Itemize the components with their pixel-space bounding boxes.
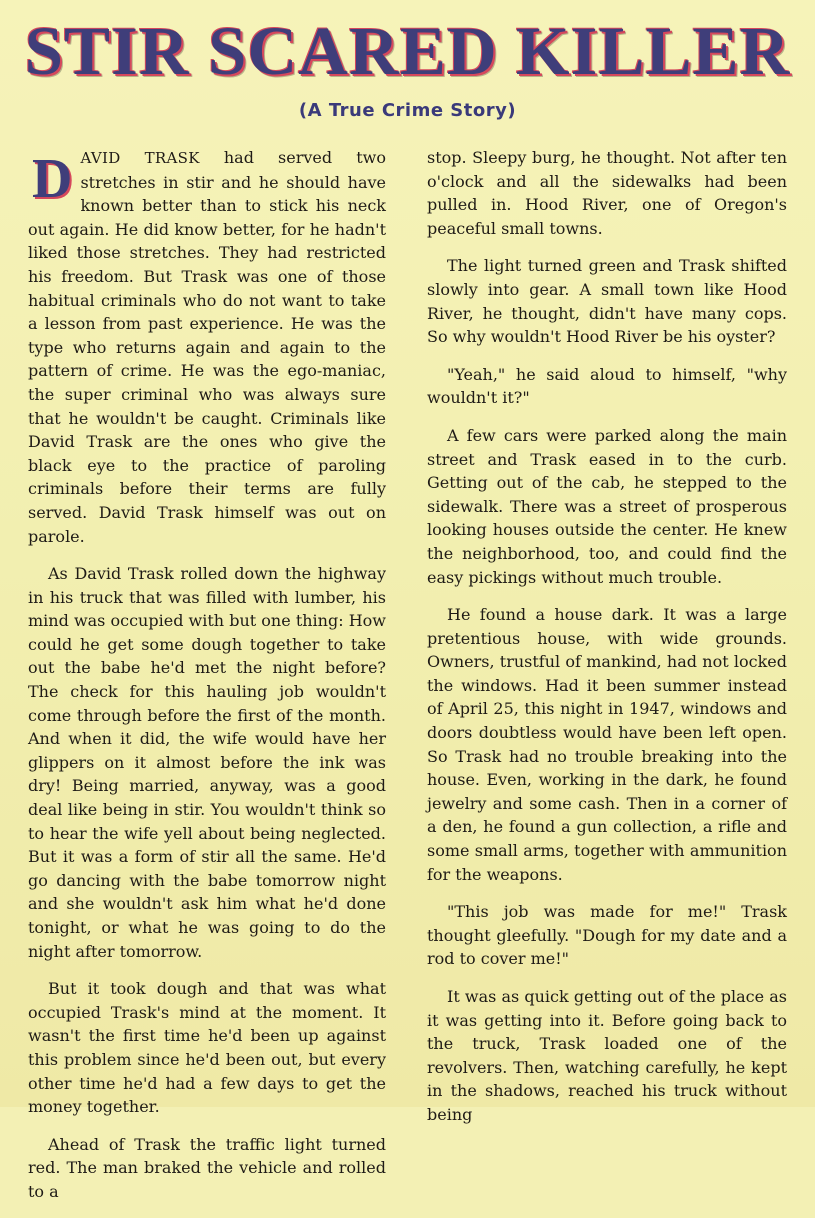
story-title: STIR SCARED KILLER [24, 13, 791, 89]
left-column [28, 146, 386, 1218]
right-column [427, 146, 787, 1127]
paragraph-text: had served two stretches in stir and he should have known better than to stick his neck out again. He did know better, for he hadn't liked those stretches. They had restricted his freedom. But Trask was one of those habitual criminals who do not want to take a lesson from past experience. He was the type who returns again and again to the pattern of crime. He was the ego-maniac, the super criminal who was always sure that he wouldn't be caught. Criminals like David Trask are the ones who give the black eye to the practice of paroling criminals before their terms are fully served. David Trask himself was out on parole. [28, 148, 386, 546]
drop-cap: D [32, 148, 73, 210]
paragraph: A few cars were parked along the main street and Trask eased in to the curb. Getting out of the cab, he stepped to the sidewalk. There was a street of prosperous looking houses outside the center. He knew the neighborhood, too, and could find the easy pickings without much trouble. [427, 425, 787, 587]
paragraph: "This job was made for me!" Trask thought gleefully. "Dough for my date and a rod to cover me!" [427, 902, 787, 969]
paragraph: stop. Sleepy burg, he thought. Not after ten o'clock and all the sidewalks had been pulled in. Hood River, one of Oregon's peaceful small towns. [427, 148, 787, 238]
paragraph: It was as quick getting out of the place as it was getting into it. Before going back to the truck, Trask loaded one of the revolvers. Then, watching carefully, he kept in the shadows, reached his truck without being [427, 987, 787, 1124]
paragraph: But it took dough and that was what occupied Trask's mind at the moment. It wasn't the first time he'd been up against this problem since he'd been out, but every other time he'd had a few days to get the money together. [28, 979, 386, 1117]
story-subtitle: (A True Crime Story) [298, 100, 517, 121]
paragraph: The light turned green and Trask shifted slowly into gear. A small town like Hood River, he thought, didn't have many cops. So why wouldn't Hood River be his oyster? [427, 256, 787, 347]
paragraph: Ahead of Trask the traffic light turned red. The man braked the vehicle and rolled to a [28, 1134, 386, 1201]
opening-caps: AVID TRASK [80, 149, 200, 167]
paragraph: He found a house dark. It was a large pretentious house, with wide grounds. Owners, trustful of mankind, had not locked the windows. Had it been summer instead of April 25, this night in 1947, windows and doors doubtless would have been left open. So Trask had no trouble breaking into the house. Even, working in the dark, he found jewelry and some cash. Then in a corner of a den, he found a gun collection, a rifle and some small arms, together with ammunition for the weapons. [427, 605, 787, 884]
paragraph: As David Trask rolled down the highway in his truck that was filled with lumber, his mind was occupied with but one thing: How could he get some dough together to take out the babe he'd met the night before? The check for this hauling job wouldn't come through before the first of the month. And when it did, the wife would have her glippers on it almost before the ink was dry! Being married, anyway, was a good deal like being in stir. You wouldn't think so to hear the wife yell about being neglected. But it was a form of stir all the same. He'd go dancing with the babe tomorrow night and she wouldn't ask him what he'd done tonight, or what he was going to do the night after tomorrow. [28, 564, 386, 961]
paragraph: "Yeah," he said aloud to himself, "why wouldn't it?" [427, 364, 787, 408]
paragraph [28, 146, 386, 548]
